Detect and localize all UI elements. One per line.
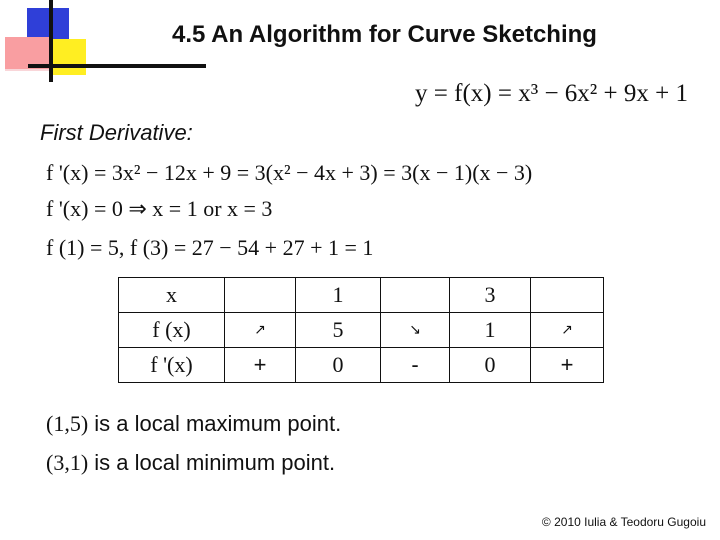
table-row — [119, 278, 604, 313]
decor-yellow-square — [50, 39, 86, 75]
table-cell — [381, 278, 450, 313]
decor-horizontal-line — [28, 64, 206, 68]
table-cell: - — [381, 348, 450, 383]
function-values-line: f (1) = 5, f (3) = 27 − 54 + 27 + 1 = 1 — [46, 235, 374, 260]
conclusion-text: is a local minimum point. — [88, 450, 336, 475]
conclusion-max — [46, 411, 341, 437]
table-cell: x — [119, 278, 225, 313]
table-row — [119, 348, 604, 383]
slide-title: 4.5 An Algorithm for Curve Sketching — [172, 21, 597, 48]
table-cell — [225, 278, 296, 313]
table-cell: 3 — [450, 278, 531, 313]
decreasing-arrow-icon: ↘ — [381, 313, 450, 348]
derivative-line: f '(x) = 3x² − 12x + 9 = 3(x² − 4x + 3) = 3(x − 1)(x − 3) — [46, 160, 533, 185]
table-cell: + — [225, 348, 296, 383]
increasing-arrow-icon: ↗ — [531, 313, 604, 348]
table-cell: f (x) — [119, 313, 225, 348]
table-cell: f '(x) — [119, 348, 225, 383]
conclusion-text: is a local maximum point. — [88, 411, 342, 436]
table-cell: + — [531, 348, 604, 383]
point-label: (1,5) — [46, 411, 89, 436]
table-cell: 0 — [450, 348, 531, 383]
decor-vertical-line — [49, 0, 53, 82]
copyright-footer: © 2010 Iulia & Teodoru Gugoiu — [541, 515, 706, 529]
increasing-arrow-icon: ↗ — [225, 313, 296, 348]
sign-table — [118, 277, 604, 383]
conclusion-min — [46, 450, 335, 476]
section-label: First Derivative: — [40, 120, 193, 145]
table-cell: 0 — [296, 348, 381, 383]
table-cell: 5 — [296, 313, 381, 348]
function-equation: y = f(x) = x³ − 6x² + 9x + 1 — [415, 80, 688, 107]
table-cell: 1 — [450, 313, 531, 348]
point-label: (3,1) — [46, 450, 89, 475]
table-row — [119, 313, 604, 348]
table-cell: 1 — [296, 278, 381, 313]
critical-points-line: f '(x) = 0 ⇒ x = 1 or x = 3 — [46, 196, 273, 221]
table-cell — [531, 278, 604, 313]
